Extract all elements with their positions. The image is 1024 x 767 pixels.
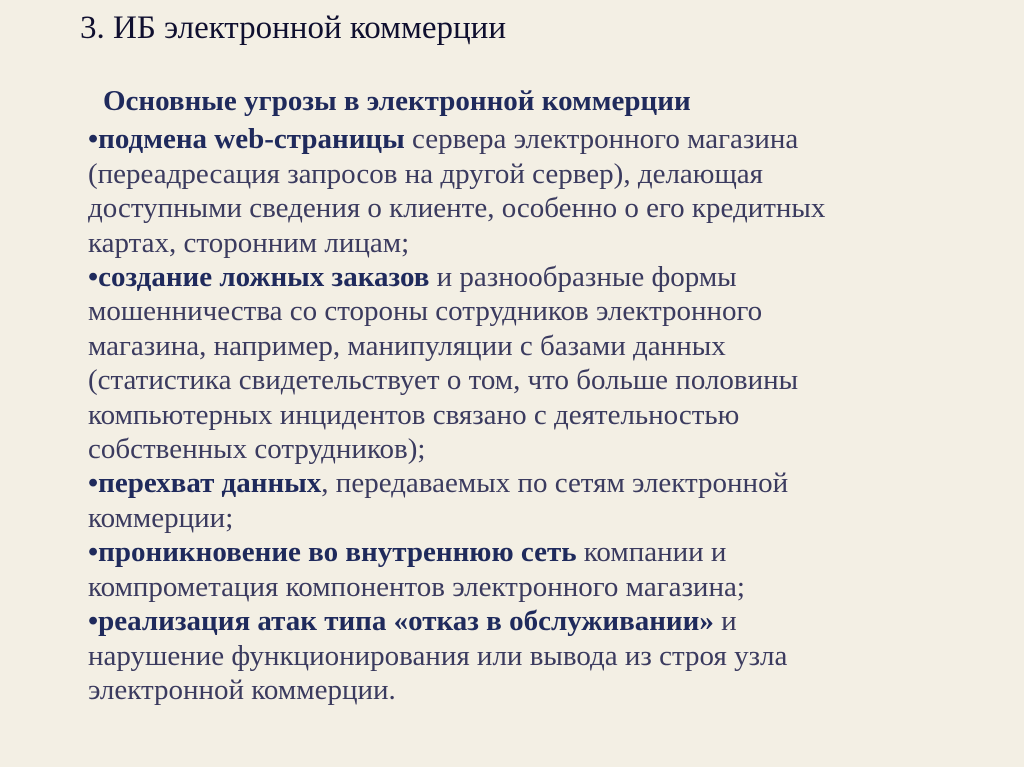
bullet-line: (переадресация запросов на другой сервер), делающая [88, 157, 764, 190]
slide-subtitle: Основные угрозы в электронной коммерции [103, 85, 691, 117]
bullet-mark: • [88, 536, 99, 569]
bullet-rest: и разнообразные формы [429, 261, 737, 294]
bullet-mark: • [88, 605, 99, 638]
bullet-mark: • [88, 261, 99, 294]
bullet-mark: • [88, 467, 99, 500]
bullet-line: магазина, например, манипуляции с базами данных [88, 329, 726, 362]
bullet-item [88, 466, 1008, 535]
bullet-line: мошенничества со стороны сотрудников электронного [88, 295, 763, 328]
bullet-rest: , передаваемых по сетям электронной [321, 467, 789, 500]
bullet-line: (статистика свидетельствует о том, что больше половины [88, 364, 799, 397]
bullet-line: компрометация компонентов электронного магазина; [88, 570, 745, 603]
bullet-mark: • [88, 123, 99, 156]
bullet-line: компьютерных инцидентов связано с деятельностью [88, 398, 740, 431]
bullet-first-line [88, 260, 1008, 294]
bullet-line: собственных сотрудников); [88, 433, 426, 466]
bullet-lead: создание ложных заказов [98, 261, 430, 294]
bullet-line: картах, сторонним лицам; [88, 226, 410, 259]
bullet-first-line [88, 122, 1008, 156]
bullet-lead: проникновение во внутреннюю сеть [98, 536, 577, 569]
bullet-line: коммерции; [88, 501, 234, 534]
bullet-rest: сервера электронного магазина [404, 123, 799, 156]
bullet-first-line [88, 466, 1008, 500]
bullet-item [88, 122, 1008, 260]
slide-title: 3. ИБ электронной коммерции [80, 10, 506, 46]
bullet-lead: подмена web-страницы [98, 123, 405, 156]
bullet-line: электронной коммерции. [88, 673, 396, 706]
bullet-first-line [88, 535, 1008, 569]
bullet-line: нарушение функционирования или вывода из строя узла [88, 639, 788, 672]
bullet-line: доступными сведения о клиенте, особенно о его кредитных [88, 192, 826, 225]
bullet-rest: компании и [576, 536, 727, 569]
bullet-lead: перехват данных [98, 467, 322, 500]
bullet-lead: реализация атак типа «отказ в обслуживании» [98, 605, 714, 638]
bullet-rest: и [713, 605, 737, 638]
bullet-first-line [88, 604, 1008, 638]
bullet-item [88, 260, 1008, 466]
bullet-item [88, 535, 1008, 604]
bullet-item [88, 604, 1008, 707]
slide-content [88, 84, 1008, 707]
